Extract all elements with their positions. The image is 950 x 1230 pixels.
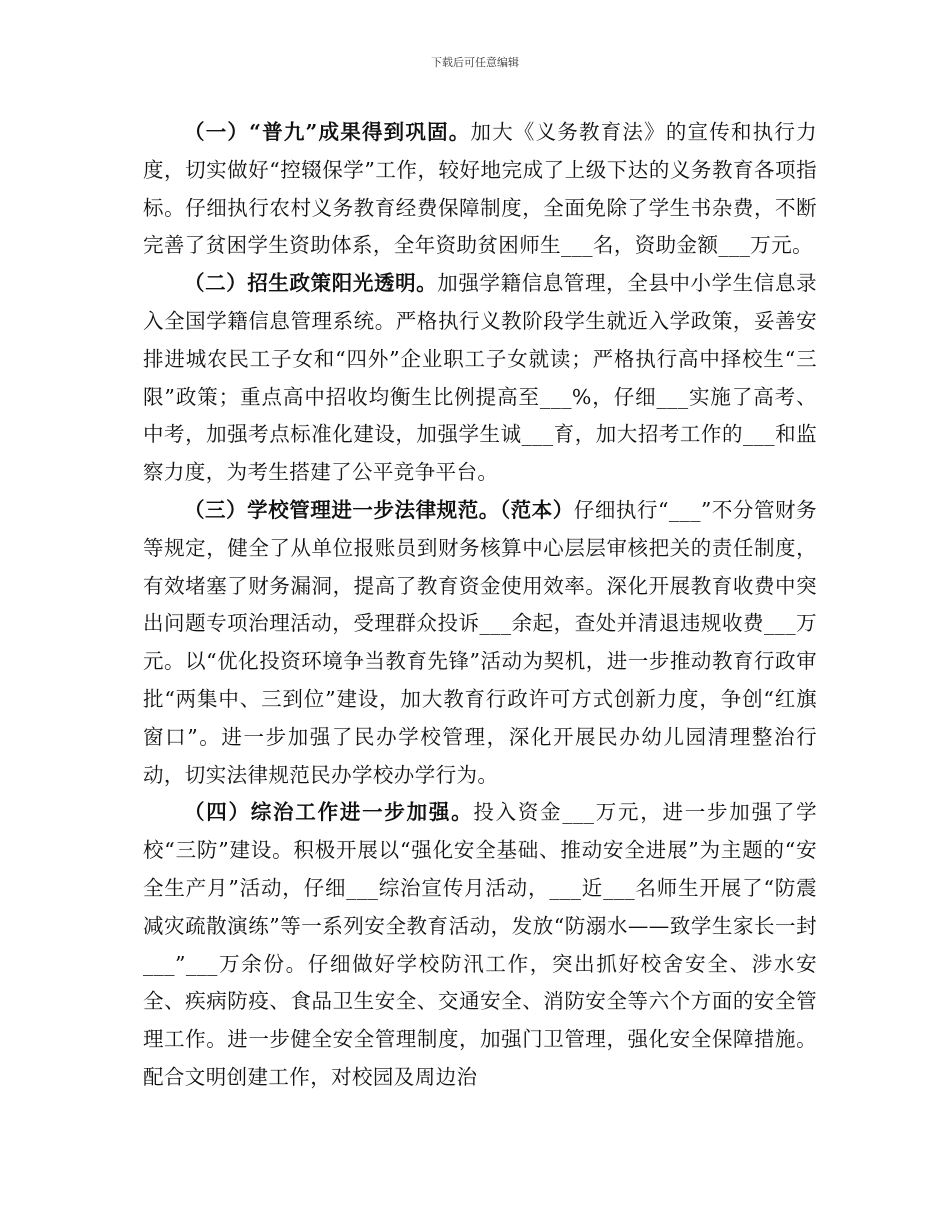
paragraph-1 (143, 114, 817, 265)
section-heading-2: （二）招生政策阳光透明。 (184, 271, 438, 296)
section-body-2: 加强学籍信息管理，全县中小学生信息录入全国学籍信息管理系统。严格执行义教阶段学生就近入学政策，妥善安排进城农民工子女和“四外”企业职工子女就读；严格执行高中择校生“三限”政策；重点高中招收均衡生比例提高至___%，仔细___实施了高考、中考，加强考点标准化建设，加强学生诚___育，加大招考工作的___和监察力度，为考生搭建了公平竞争平台。 (143, 271, 817, 485)
paragraph-4 (143, 794, 817, 1096)
section-heading-3: （三）学校管理进一步法律规范。（范本） (184, 497, 574, 522)
section-body-4: 投入资金___万元，进一步加强了学校“三防”建设。积极开展以“强化安全基础、推动安全进展”为主题的“安全生产月”活动，仔细___综治宣传月活动，___近___名师生开展了“防震减灾疏散演练”等一系列安全教育活动，发放“防溺水——致学生家长一封___”___万余份。仔细做好学校防汛工作，突出抓好校舍安全、涉水安全、疾病防疫、食品卫生安全、交通安全、消防安全等六个方面的安全管理工作。进一步健全安全管理制度，加强门卫管理，强化安全保障措施。配合文明创建工作，对校园及周边治 (143, 800, 817, 1089)
document-body (143, 114, 817, 1097)
section-heading-4: （四）综治工作进一步加强。 (184, 800, 474, 825)
section-heading-1: （一）“普九”成果得到巩固。 (184, 120, 471, 144)
paragraph-3 (143, 492, 817, 794)
paragraph-2 (143, 265, 817, 492)
page-header-note: 下载后可任意编辑 (431, 56, 519, 69)
section-body-1: 加大《义务教育法》的宣传和执行力度，切实做好“控辍保学”工作，较好地完成了上级下达的义务教育各项指标。仔细执行农村义务教育经费保障制度，全面免除了学生书杂费，不断完善了贫困学生资助体系，全年资助贫困师生___名，资助金额___万元。 (143, 120, 817, 258)
section-body-3: 仔细执行“___”不分管财务等规定，健全了从单位报账员到财务核算中心层层审核把关的责任制度，有效堵塞了财务漏洞，提高了教育资金使用效率。深化开展教育收费中突出问题专项治理活动，受理群众投诉___余起，查处并清退违规收费___万元。以“优化投资环境争当教育先锋”活动为契机，进一步推动教育行政审批“两集中、三到位”建设，加大教育行政许可方式创新力度，争创“红旗窗口”。进一步加强了民办学校管理，深化开展民办幼儿园清理整治行动，切实法律规范民办学校办学行为。 (143, 497, 817, 787)
